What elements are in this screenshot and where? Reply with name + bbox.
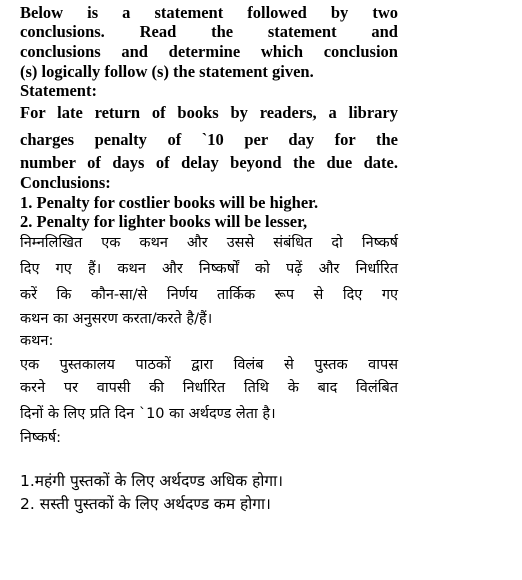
english-statement-line: charges penalty of `10 per day for the: [20, 130, 398, 149]
hindi-conclusion-1: 1.महंगी पुस्तकों के लिए अर्थदण्ड अधिक होगा।: [20, 472, 283, 490]
english-intro-line: Below is a statement followed by two: [20, 3, 398, 22]
hindi-statement-line: करने पर वापसी की निर्धारित तिथि के बाद विलंबित: [20, 380, 398, 396]
english-statement-line: number of days of delay beyond the due date.: [20, 153, 398, 172]
hindi-intro-line: कथन का अनुसरण करता/करते है/हैं।: [20, 311, 213, 327]
hindi-conclusion-2: 2. सस्ती पुस्तकों के लिए अर्थदण्ड कम होगा।: [20, 495, 271, 513]
english-intro-line: conclusions and determine which conclusion: [20, 42, 398, 61]
english-intro-line: conclusions. Read the statement and: [20, 22, 398, 41]
hindi-conclusions-heading: निष्कर्ष:: [20, 430, 62, 446]
hindi-intro-line: करें कि कौन-सा/से निर्णय तार्किक रूप से दिए गए: [20, 287, 398, 303]
hindi-statement-line: एक पुस्तकालय पाठकों द्वारा विलंब से पुस्तक वापस: [20, 357, 398, 373]
english-conclusion-1: 1. Penalty for costlier books will be higher.: [20, 193, 319, 212]
english-conclusion-2: 2. Penalty for lighter books will be lesser,: [20, 212, 308, 231]
hindi-intro-line: निम्नलिखित एक कथन और उससे संबंधित दो निष्कर्ष: [20, 235, 398, 251]
hindi-intro-line: दिए गए हैं। कथन और निष्कर्षों को पढ़ें और निर्धारित: [20, 261, 398, 277]
english-conclusions-heading: Conclusions:: [20, 173, 111, 192]
hindi-statement-line: दिनों के लिए प्रति दिन `10 का अर्थदण्ड लेता है।: [20, 406, 276, 422]
english-statement-heading: Statement:: [20, 81, 97, 100]
english-statement-line: For late return of books by readers, a library: [20, 103, 398, 122]
english-intro-line: (s) logically follow (s) the statement given.: [20, 62, 314, 81]
hindi-statement-heading: कथन:: [20, 333, 54, 349]
